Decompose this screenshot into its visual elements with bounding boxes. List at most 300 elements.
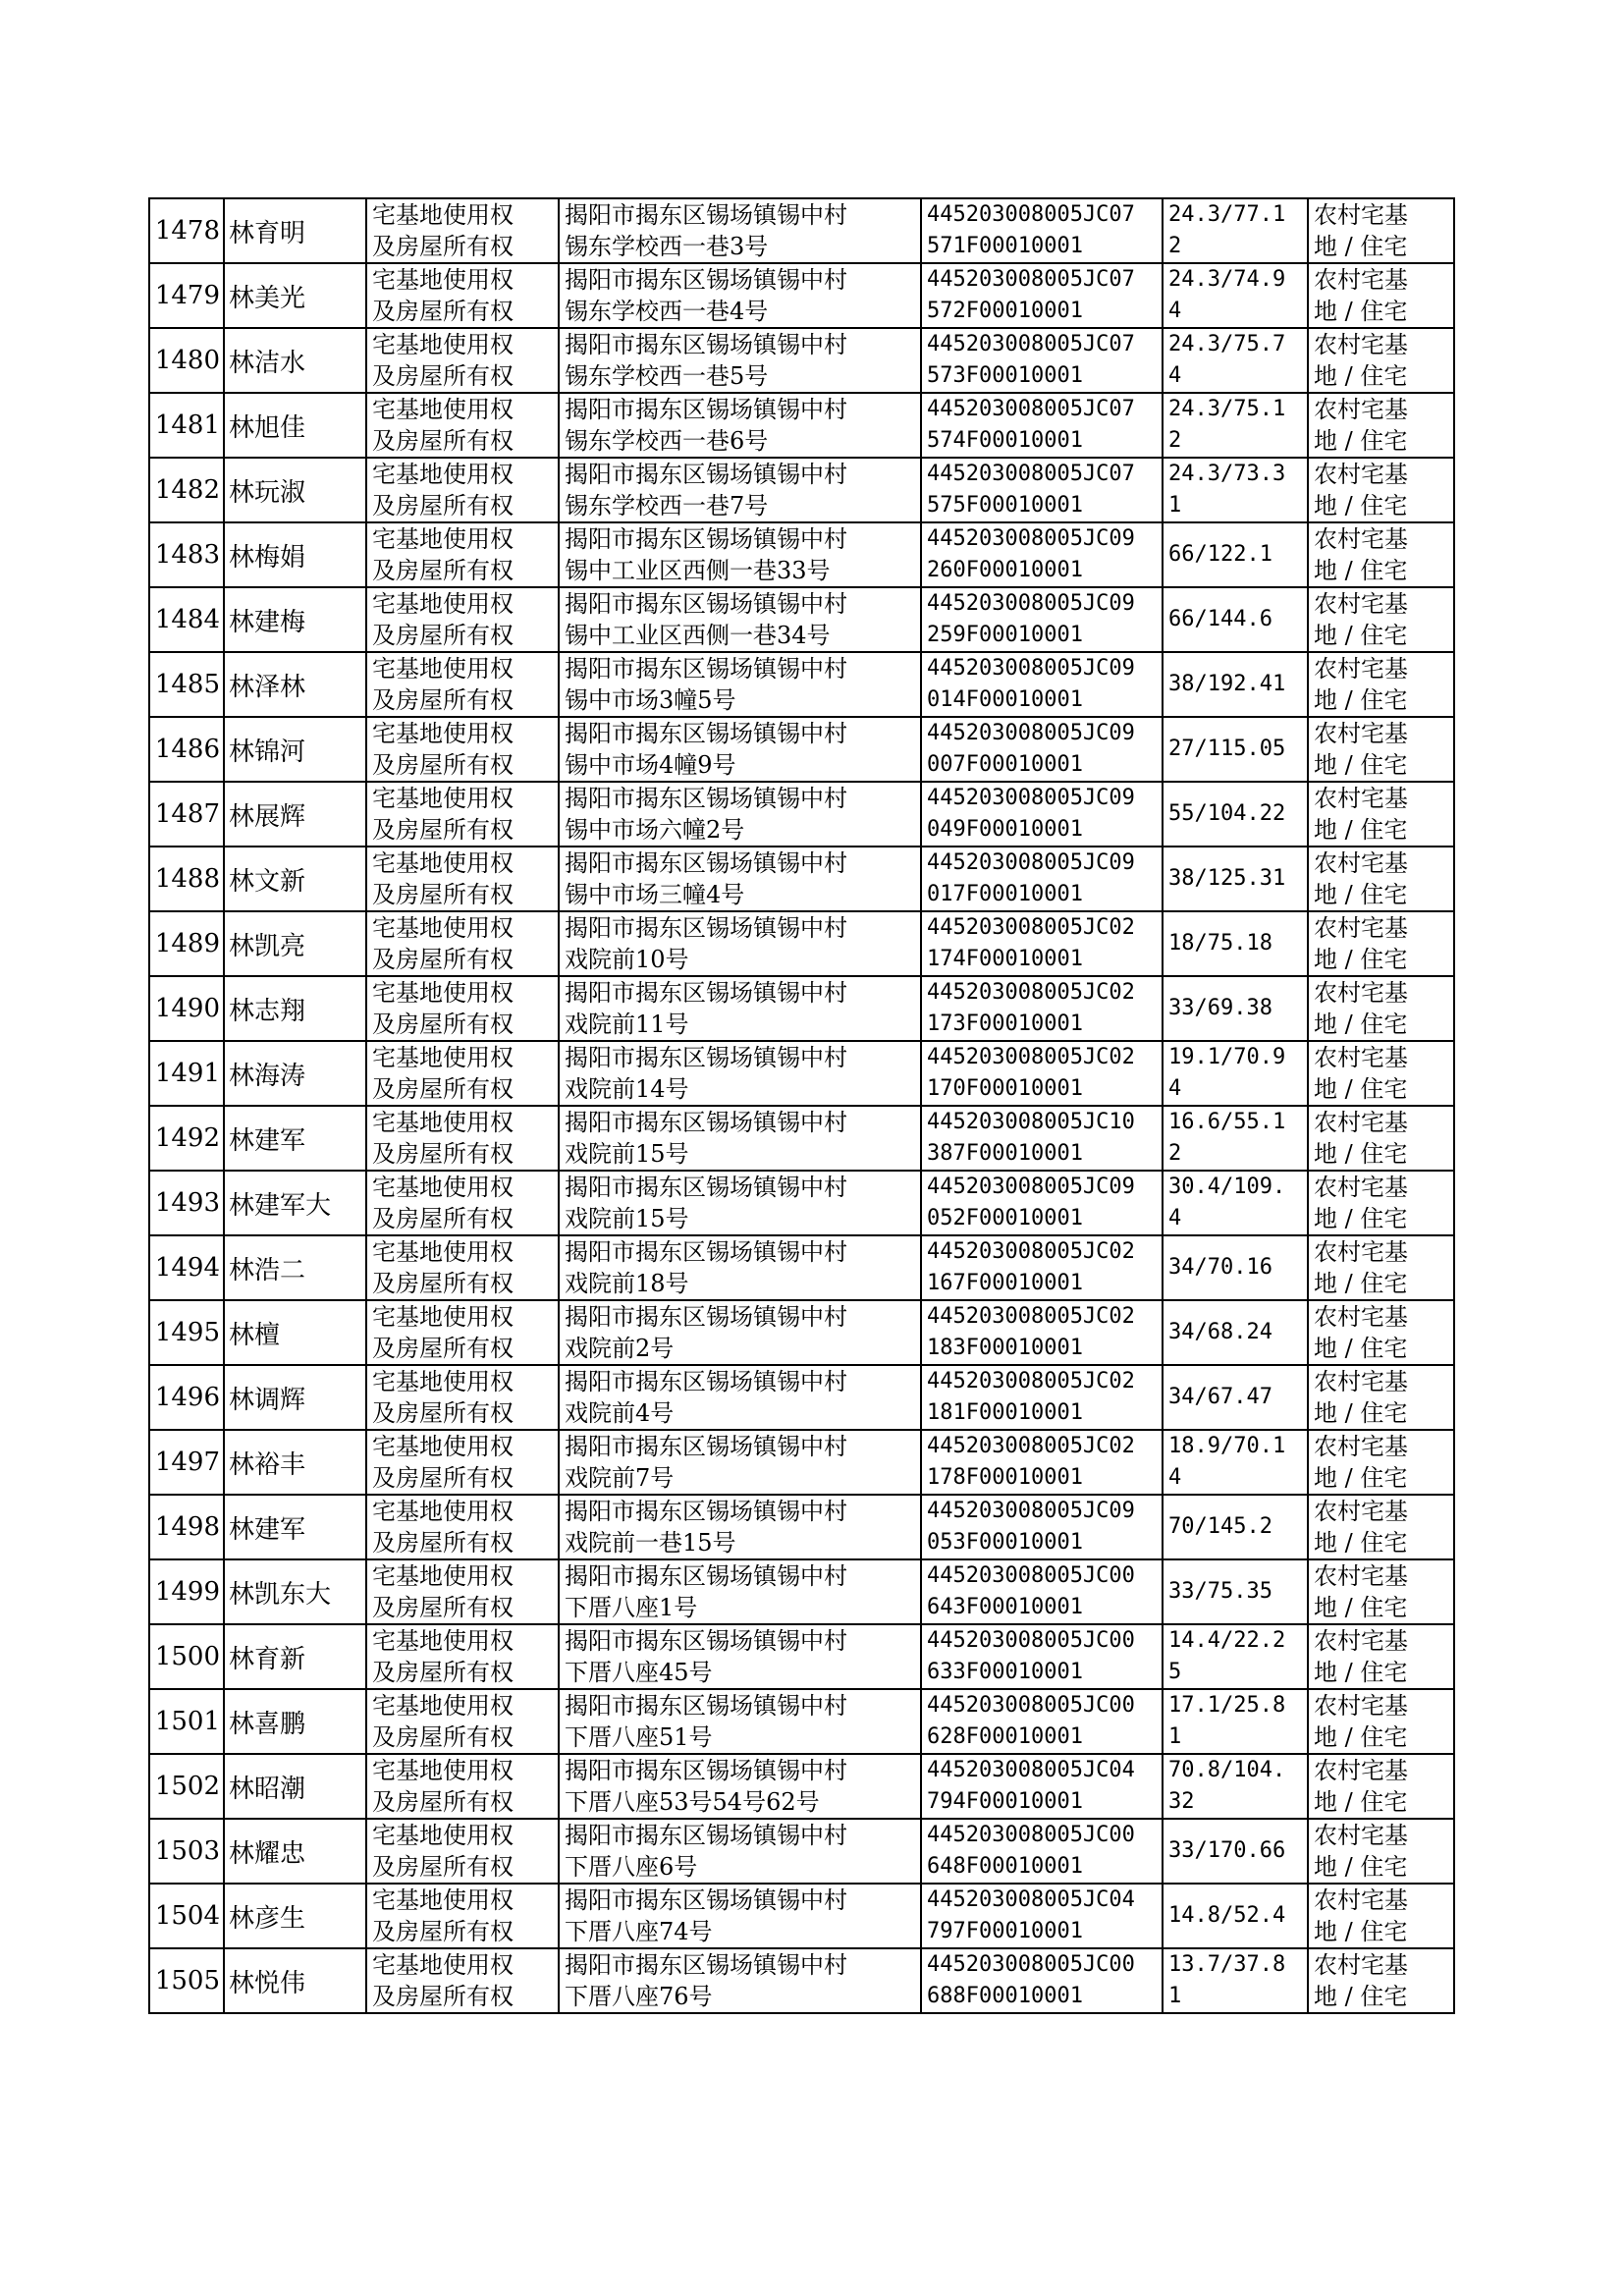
table-row	[149, 263, 1454, 328]
location-text: 揭阳市揭东区锡场镇锡中村 戏院前14号	[565, 1044, 847, 1103]
area-cell	[1163, 393, 1308, 458]
area-text: 30.4/109. 4	[1168, 1175, 1286, 1230]
table-row	[149, 717, 1454, 782]
location-cell	[559, 1754, 921, 1819]
unit-code-text: 445203008005JC00 648F00010001	[927, 1823, 1135, 1879]
area-text: 19.1/70.9 4	[1168, 1045, 1286, 1101]
location-text: 揭阳市揭东区锡场镇锡中村 锡中工业区西侧一巷34号	[565, 590, 847, 649]
area-cell	[1163, 1689, 1308, 1754]
records-body	[149, 198, 1454, 2013]
right-type-text: 宅基地使用权 及房屋所有权	[372, 590, 514, 649]
location-text: 揭阳市揭东区锡场镇锡中村 戏院前7号	[565, 1433, 847, 1492]
table-row	[149, 522, 1454, 587]
right-type-cell	[366, 458, 559, 522]
record-number-cell: 1482	[149, 458, 224, 522]
location-cell	[559, 911, 921, 976]
land-use-text: 农村宅基 地 / 住宅	[1314, 331, 1408, 390]
area-text: 33/170.66	[1168, 1838, 1286, 1863]
location-text: 揭阳市揭东区锡场镇锡中村 戏院前11号	[565, 979, 847, 1038]
record-number-cell: 1485	[149, 652, 224, 717]
right-type-cell	[366, 1948, 559, 2013]
record-number-cell: 1478	[149, 198, 224, 263]
right-type-cell	[366, 1884, 559, 1948]
right-type-text: 宅基地使用权 及房屋所有权	[372, 461, 514, 519]
area-cell	[1163, 522, 1308, 587]
area-cell	[1163, 976, 1308, 1041]
area-text: 18/75.18	[1168, 931, 1272, 956]
right-type-text: 宅基地使用权 及房屋所有权	[372, 979, 514, 1038]
unit-code-text: 445203008005JC02 174F00010001	[927, 915, 1135, 971]
land-use-cell	[1308, 1365, 1454, 1430]
owner-name-cell: 林悦伟	[224, 1948, 366, 2013]
land-use-text: 农村宅基 地 / 住宅	[1314, 1822, 1408, 1881]
area-cell	[1163, 1171, 1308, 1235]
right-type-text: 宅基地使用权 及房屋所有权	[372, 201, 514, 260]
location-cell	[559, 1235, 921, 1300]
owner-name-cell: 林旭佳	[224, 393, 366, 458]
right-type-text: 宅基地使用权 及房屋所有权	[372, 525, 514, 584]
location-cell	[559, 1624, 921, 1689]
right-type-text: 宅基地使用权 及房屋所有权	[372, 396, 514, 455]
table-row	[149, 1624, 1454, 1689]
table-row	[149, 458, 1454, 522]
table-row	[149, 328, 1454, 393]
location-text: 揭阳市揭东区锡场镇锡中村 锡东学校西一巷5号	[565, 331, 847, 390]
record-number-cell: 1492	[149, 1106, 224, 1171]
location-cell	[559, 782, 921, 847]
right-type-text: 宅基地使用权 及房屋所有权	[372, 1951, 514, 2010]
right-type-text: 宅基地使用权 及房屋所有权	[372, 331, 514, 390]
right-type-cell	[366, 782, 559, 847]
right-type-text: 宅基地使用权 及房屋所有权	[372, 1368, 514, 1427]
land-use-cell	[1308, 1884, 1454, 1948]
land-use-cell	[1308, 1689, 1454, 1754]
record-number-cell: 1496	[149, 1365, 224, 1430]
unit-code-cell	[921, 782, 1163, 847]
land-use-cell	[1308, 1430, 1454, 1495]
unit-code-cell	[921, 1754, 1163, 1819]
right-type-cell	[366, 847, 559, 911]
area-text: 18.9/70.1 4	[1168, 1434, 1286, 1490]
land-use-cell	[1308, 1041, 1454, 1106]
land-use-cell	[1308, 1754, 1454, 1819]
right-type-text: 宅基地使用权 及房屋所有权	[372, 1498, 514, 1557]
right-type-text: 宅基地使用权 及房屋所有权	[372, 1044, 514, 1103]
unit-code-text: 445203008005JC04 797F00010001	[927, 1887, 1135, 1943]
table-row	[149, 976, 1454, 1041]
unit-code-cell	[921, 1624, 1163, 1689]
record-number-cell: 1494	[149, 1235, 224, 1300]
right-type-cell	[366, 1235, 559, 1300]
unit-code-text: 445203008005JC07 574F00010001	[927, 397, 1135, 453]
record-number-cell: 1483	[149, 522, 224, 587]
unit-code-text: 445203008005JC04 794F00010001	[927, 1758, 1135, 1814]
location-text: 揭阳市揭东区锡场镇锡中村 锡东学校西一巷4号	[565, 266, 847, 325]
unit-code-text: 445203008005JC02 181F00010001	[927, 1369, 1135, 1425]
location-cell	[559, 652, 921, 717]
right-type-text: 宅基地使用权 及房屋所有权	[372, 266, 514, 325]
area-text: 34/68.24	[1168, 1320, 1272, 1344]
right-type-cell	[366, 1300, 559, 1365]
record-number-cell: 1484	[149, 587, 224, 652]
area-cell	[1163, 782, 1308, 847]
owner-name-cell: 林洁水	[224, 328, 366, 393]
land-use-text: 农村宅基 地 / 住宅	[1314, 266, 1408, 325]
area-text: 27/115.05	[1168, 737, 1286, 761]
land-use-cell	[1308, 717, 1454, 782]
unit-code-text: 445203008005JC09 049F00010001	[927, 786, 1135, 842]
area-cell	[1163, 1041, 1308, 1106]
owner-name-cell: 林育新	[224, 1624, 366, 1689]
table-row	[149, 587, 1454, 652]
land-use-text: 农村宅基 地 / 住宅	[1314, 201, 1408, 260]
right-type-cell	[366, 1559, 559, 1624]
land-use-text: 农村宅基 地 / 住宅	[1314, 1886, 1408, 1945]
table-row	[149, 1300, 1454, 1365]
area-text: 34/70.16	[1168, 1255, 1272, 1280]
unit-code-cell	[921, 1689, 1163, 1754]
right-type-cell	[366, 976, 559, 1041]
area-cell	[1163, 1106, 1308, 1171]
right-type-cell	[366, 1106, 559, 1171]
record-number-cell: 1495	[149, 1300, 224, 1365]
owner-name-cell: 林玩淑	[224, 458, 366, 522]
location-text: 揭阳市揭东区锡场镇锡中村 下厝八座45号	[565, 1627, 847, 1686]
land-use-text: 农村宅基 地 / 住宅	[1314, 1238, 1408, 1297]
unit-code-cell	[921, 328, 1163, 393]
unit-code-cell	[921, 976, 1163, 1041]
land-use-text: 农村宅基 地 / 住宅	[1314, 1951, 1408, 2010]
location-cell	[559, 1365, 921, 1430]
location-cell	[559, 198, 921, 263]
record-number-cell: 1481	[149, 393, 224, 458]
land-use-cell	[1308, 976, 1454, 1041]
area-cell	[1163, 198, 1308, 263]
owner-name-cell: 林彦生	[224, 1884, 366, 1948]
unit-code-text: 445203008005JC00 633F00010001	[927, 1628, 1135, 1684]
unit-code-text: 445203008005JC02 167F00010001	[927, 1239, 1135, 1295]
unit-code-text: 445203008005JC09 052F00010001	[927, 1175, 1135, 1230]
unit-code-text: 445203008005JC02 178F00010001	[927, 1434, 1135, 1490]
area-cell	[1163, 1235, 1308, 1300]
owner-name-cell: 林海涛	[224, 1041, 366, 1106]
record-number-cell: 1498	[149, 1495, 224, 1559]
table-row	[149, 782, 1454, 847]
land-use-cell	[1308, 1559, 1454, 1624]
right-type-cell	[366, 1430, 559, 1495]
location-text: 揭阳市揭东区锡场镇锡中村 下厝八座74号	[565, 1886, 847, 1945]
right-type-cell	[366, 1819, 559, 1884]
area-cell	[1163, 1559, 1308, 1624]
unit-code-cell	[921, 1559, 1163, 1624]
area-text: 24.3/75.1 2	[1168, 397, 1286, 453]
area-cell	[1163, 1365, 1308, 1430]
table-row	[149, 1754, 1454, 1819]
area-cell	[1163, 1754, 1308, 1819]
right-type-text: 宅基地使用权 及房屋所有权	[372, 849, 514, 908]
record-number-cell: 1479	[149, 263, 224, 328]
land-use-cell	[1308, 263, 1454, 328]
unit-code-cell	[921, 1300, 1163, 1365]
table-row	[149, 652, 1454, 717]
land-use-text: 农村宅基 地 / 住宅	[1314, 785, 1408, 844]
table-row	[149, 1948, 1454, 2013]
area-text: 16.6/55.1 2	[1168, 1110, 1286, 1166]
land-use-text: 农村宅基 地 / 住宅	[1314, 979, 1408, 1038]
area-cell	[1163, 652, 1308, 717]
location-text: 揭阳市揭东区锡场镇锡中村 下厝八座1号	[565, 1562, 847, 1621]
unit-code-cell	[921, 263, 1163, 328]
right-type-cell	[366, 522, 559, 587]
location-cell	[559, 458, 921, 522]
record-number-cell: 1486	[149, 717, 224, 782]
unit-code-cell	[921, 1948, 1163, 2013]
unit-code-text: 445203008005JC09 259F00010001	[927, 591, 1135, 647]
land-use-text: 农村宅基 地 / 住宅	[1314, 461, 1408, 519]
location-cell	[559, 393, 921, 458]
area-text: 66/122.1	[1168, 542, 1272, 567]
location-text: 揭阳市揭东区锡场镇锡中村 锡中市场3幢5号	[565, 655, 847, 714]
owner-name-cell: 林裕丰	[224, 1430, 366, 1495]
table-row	[149, 1559, 1454, 1624]
unit-code-text: 445203008005JC00 628F00010001	[927, 1693, 1135, 1749]
unit-code-text: 445203008005JC02 183F00010001	[927, 1304, 1135, 1360]
unit-code-cell	[921, 652, 1163, 717]
location-cell	[559, 1106, 921, 1171]
right-type-cell	[366, 1365, 559, 1430]
record-number-cell: 1499	[149, 1559, 224, 1624]
unit-code-text: 445203008005JC10 387F00010001	[927, 1110, 1135, 1166]
location-cell	[559, 1430, 921, 1495]
record-number-cell: 1480	[149, 328, 224, 393]
right-type-cell	[366, 393, 559, 458]
land-use-text: 农村宅基 地 / 住宅	[1314, 849, 1408, 908]
land-use-text: 农村宅基 地 / 住宅	[1314, 655, 1408, 714]
land-use-cell	[1308, 1235, 1454, 1300]
owner-name-cell: 林昭潮	[224, 1754, 366, 1819]
right-type-cell	[366, 1171, 559, 1235]
location-cell	[559, 976, 921, 1041]
owner-name-cell: 林建军	[224, 1495, 366, 1559]
land-use-cell	[1308, 1819, 1454, 1884]
table-row	[149, 1819, 1454, 1884]
owner-name-cell: 林耀忠	[224, 1819, 366, 1884]
right-type-text: 宅基地使用权 及房屋所有权	[372, 1303, 514, 1362]
table-row	[149, 1689, 1454, 1754]
area-text: 24.3/73.3 1	[1168, 462, 1286, 518]
land-use-text: 农村宅基 地 / 住宅	[1314, 525, 1408, 584]
record-number-cell: 1500	[149, 1624, 224, 1689]
location-text: 揭阳市揭东区锡场镇锡中村 戏院前15号	[565, 1174, 847, 1232]
unit-code-cell	[921, 522, 1163, 587]
land-use-text: 农村宅基 地 / 住宅	[1314, 1433, 1408, 1492]
unit-code-cell	[921, 1171, 1163, 1235]
owner-name-cell: 林浩二	[224, 1235, 366, 1300]
record-number-cell: 1491	[149, 1041, 224, 1106]
area-text: 13.7/37.8 1	[1168, 1952, 1286, 2008]
land-use-text: 农村宅基 地 / 住宅	[1314, 1368, 1408, 1427]
location-text: 揭阳市揭东区锡场镇锡中村 戏院前15号	[565, 1109, 847, 1168]
location-text: 揭阳市揭东区锡场镇锡中村 下厝八座51号	[565, 1692, 847, 1751]
land-use-text: 农村宅基 地 / 住宅	[1314, 914, 1408, 973]
record-number-cell: 1504	[149, 1884, 224, 1948]
owner-name-cell: 林建军大	[224, 1171, 366, 1235]
record-number-cell: 1488	[149, 847, 224, 911]
right-type-text: 宅基地使用权 及房屋所有权	[372, 1433, 514, 1492]
area-cell	[1163, 911, 1308, 976]
location-text: 揭阳市揭东区锡场镇锡中村 下厝八座76号	[565, 1951, 847, 2010]
unit-code-text: 445203008005JC09 053F00010001	[927, 1499, 1135, 1555]
area-cell	[1163, 847, 1308, 911]
record-number-cell: 1487	[149, 782, 224, 847]
location-text: 揭阳市揭东区锡场镇锡中村 戏院前18号	[565, 1238, 847, 1297]
location-cell	[559, 328, 921, 393]
unit-code-text: 445203008005JC00 688F00010001	[927, 1952, 1135, 2008]
record-number-cell: 1497	[149, 1430, 224, 1495]
location-cell	[559, 1884, 921, 1948]
location-cell	[559, 1300, 921, 1365]
location-cell	[559, 1041, 921, 1106]
location-text: 揭阳市揭东区锡场镇锡中村 锡中工业区西侧一巷33号	[565, 525, 847, 584]
land-use-text: 农村宅基 地 / 住宅	[1314, 1562, 1408, 1621]
location-text: 揭阳市揭东区锡场镇锡中村 戏院前10号	[565, 914, 847, 973]
right-type-text: 宅基地使用权 及房屋所有权	[372, 1174, 514, 1232]
land-use-cell	[1308, 393, 1454, 458]
right-type-cell	[366, 652, 559, 717]
land-use-text: 农村宅基 地 / 住宅	[1314, 1044, 1408, 1103]
unit-code-text: 445203008005JC02 170F00010001	[927, 1045, 1135, 1101]
right-type-cell	[366, 911, 559, 976]
unit-code-cell	[921, 198, 1163, 263]
location-text: 揭阳市揭东区锡场镇锡中村 锡中市场六幢2号	[565, 785, 847, 844]
location-cell	[559, 1495, 921, 1559]
unit-code-cell	[921, 1235, 1163, 1300]
land-use-cell	[1308, 1106, 1454, 1171]
land-use-cell	[1308, 198, 1454, 263]
land-use-cell	[1308, 1495, 1454, 1559]
location-cell	[559, 1948, 921, 2013]
area-text: 34/67.47	[1168, 1385, 1272, 1409]
land-use-text: 农村宅基 地 / 住宅	[1314, 1109, 1408, 1168]
right-type-cell	[366, 1689, 559, 1754]
location-cell	[559, 1559, 921, 1624]
area-text: 33/69.38	[1168, 996, 1272, 1020]
area-cell	[1163, 1624, 1308, 1689]
owner-name-cell: 林泽林	[224, 652, 366, 717]
land-use-cell	[1308, 587, 1454, 652]
right-type-cell	[366, 1754, 559, 1819]
unit-code-cell	[921, 1041, 1163, 1106]
owner-name-cell: 林建军	[224, 1106, 366, 1171]
right-type-cell	[366, 328, 559, 393]
table-row	[149, 198, 1454, 263]
land-use-cell	[1308, 1171, 1454, 1235]
right-type-text: 宅基地使用权 及房屋所有权	[372, 720, 514, 779]
table-row	[149, 847, 1454, 911]
right-type-cell	[366, 717, 559, 782]
right-type-text: 宅基地使用权 及房屋所有权	[372, 914, 514, 973]
unit-code-text: 445203008005JC02 173F00010001	[927, 980, 1135, 1036]
area-text: 70.8/104. 32	[1168, 1758, 1286, 1814]
land-use-text: 农村宅基 地 / 住宅	[1314, 1627, 1408, 1686]
land-use-text: 农村宅基 地 / 住宅	[1314, 1174, 1408, 1232]
right-type-cell	[366, 1495, 559, 1559]
record-number-cell: 1502	[149, 1754, 224, 1819]
right-type-cell	[366, 263, 559, 328]
area-text: 38/192.41	[1168, 672, 1286, 696]
right-type-text: 宅基地使用权 及房屋所有权	[372, 1886, 514, 1945]
owner-name-cell: 林檀	[224, 1300, 366, 1365]
table-row	[149, 1495, 1454, 1559]
land-use-cell	[1308, 522, 1454, 587]
record-number-cell: 1493	[149, 1171, 224, 1235]
table-row	[149, 1106, 1454, 1171]
owner-name-cell: 林美光	[224, 263, 366, 328]
land-use-text: 农村宅基 地 / 住宅	[1314, 590, 1408, 649]
area-cell	[1163, 1884, 1308, 1948]
location-text: 揭阳市揭东区锡场镇锡中村 锡东学校西一巷6号	[565, 396, 847, 455]
right-type-text: 宅基地使用权 及房屋所有权	[372, 1692, 514, 1751]
owner-name-cell: 林凯东大	[224, 1559, 366, 1624]
owner-name-cell: 林文新	[224, 847, 366, 911]
land-use-cell	[1308, 1624, 1454, 1689]
land-use-text: 农村宅基 地 / 住宅	[1314, 1692, 1408, 1751]
area-text: 24.3/75.7 4	[1168, 332, 1286, 388]
right-type-cell	[366, 198, 559, 263]
unit-code-text: 445203008005JC07 572F00010001	[927, 267, 1135, 323]
right-type-text: 宅基地使用权 及房屋所有权	[372, 785, 514, 844]
location-text: 揭阳市揭东区锡场镇锡中村 锡东学校西一巷3号	[565, 201, 847, 260]
area-text: 33/75.35	[1168, 1579, 1272, 1604]
land-use-text: 农村宅基 地 / 住宅	[1314, 720, 1408, 779]
unit-code-text: 445203008005JC09 017F00010001	[927, 850, 1135, 906]
unit-code-text: 445203008005JC09 014F00010001	[927, 656, 1135, 712]
land-use-cell	[1308, 911, 1454, 976]
area-cell	[1163, 717, 1308, 782]
location-cell	[559, 1689, 921, 1754]
unit-code-text: 445203008005JC00 643F00010001	[927, 1563, 1135, 1619]
unit-code-text: 445203008005JC09 260F00010001	[927, 526, 1135, 582]
location-text: 揭阳市揭东区锡场镇锡中村 戏院前2号	[565, 1303, 847, 1362]
owner-name-cell: 林建梅	[224, 587, 366, 652]
land-use-cell	[1308, 847, 1454, 911]
table-row	[149, 1365, 1454, 1430]
land-use-cell	[1308, 1948, 1454, 2013]
owner-name-cell: 林喜鹏	[224, 1689, 366, 1754]
area-cell	[1163, 1300, 1308, 1365]
records-table	[148, 197, 1455, 2014]
table-row	[149, 1041, 1454, 1106]
location-cell	[559, 522, 921, 587]
record-number-cell: 1490	[149, 976, 224, 1041]
owner-name-cell: 林展辉	[224, 782, 366, 847]
unit-code-cell	[921, 911, 1163, 976]
owner-name-cell: 林锦河	[224, 717, 366, 782]
record-number-cell: 1503	[149, 1819, 224, 1884]
record-number-cell: 1489	[149, 911, 224, 976]
area-text: 17.1/25.8 1	[1168, 1693, 1286, 1749]
table-row	[149, 1171, 1454, 1235]
owner-name-cell: 林调辉	[224, 1365, 366, 1430]
unit-code-cell	[921, 1819, 1163, 1884]
land-use-cell	[1308, 458, 1454, 522]
unit-code-cell	[921, 587, 1163, 652]
location-cell	[559, 263, 921, 328]
location-cell	[559, 1819, 921, 1884]
land-use-text: 农村宅基 地 / 住宅	[1314, 1303, 1408, 1362]
unit-code-cell	[921, 1365, 1163, 1430]
right-type-cell	[366, 1624, 559, 1689]
